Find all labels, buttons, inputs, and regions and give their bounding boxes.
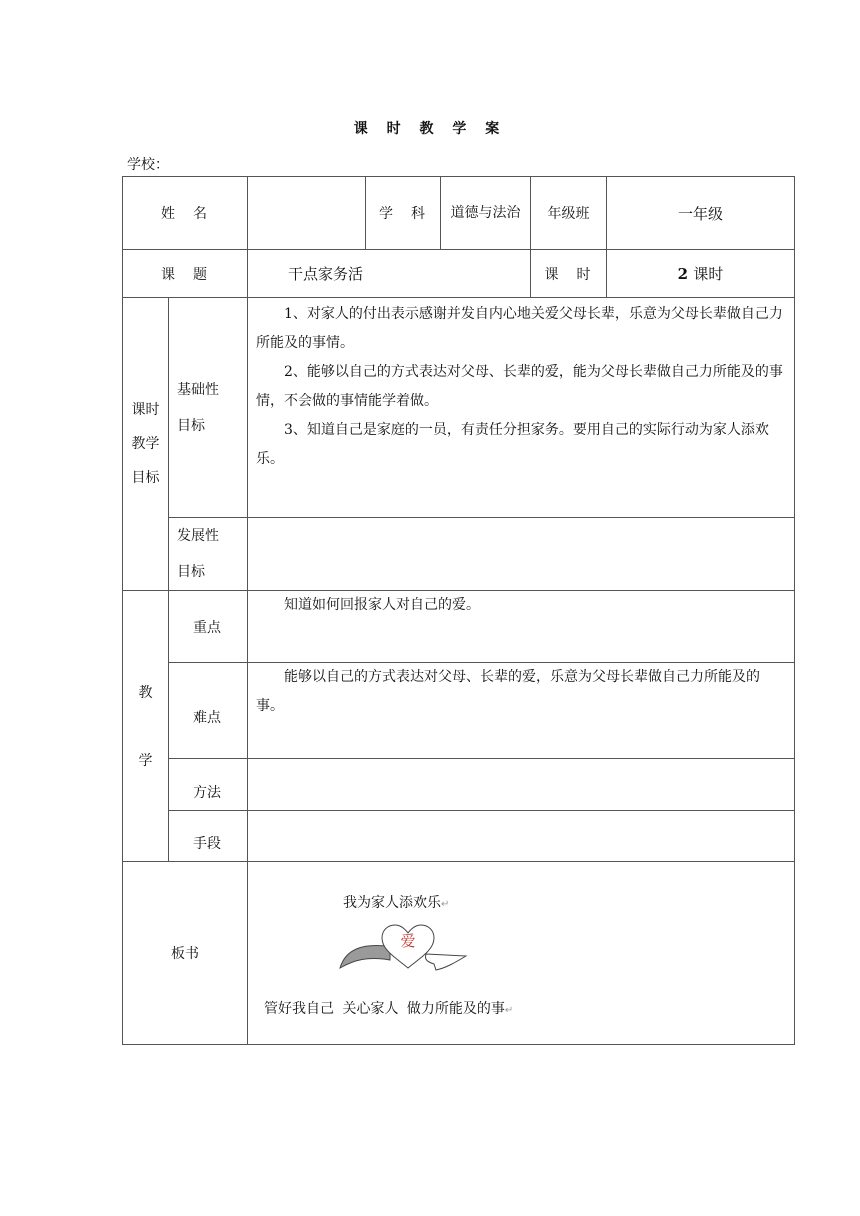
basic-goals-content <box>248 298 795 518</box>
basic-goals-label <box>169 298 248 518</box>
topic-value: 干点家务活 <box>248 250 531 298</box>
row-develop-goals <box>123 518 795 591</box>
paragraph-mark-icon: ↵ <box>504 1005 514 1016</box>
develop-goals-content <box>248 518 795 591</box>
row-basic-info <box>123 177 795 250</box>
board-label: 板书 <box>123 862 248 1045</box>
develop-goals-text: 发展性目标 <box>177 528 219 580</box>
board-title <box>343 892 449 912</box>
hours-label: 课 时 <box>531 250 607 298</box>
method-label: 方法 <box>169 759 248 811</box>
grade-value: 一年级 <box>607 177 795 250</box>
love-heart-diagram <box>338 924 478 974</box>
school-label: 学校： <box>127 157 169 173</box>
left-arrow-shape <box>340 942 390 968</box>
name-label: 姓 名 <box>123 177 248 250</box>
method-content <box>248 759 795 811</box>
difficult-point-label: 难点 <box>169 663 248 759</box>
board-bottom-line <box>264 998 513 1018</box>
hours-unit: 课时 <box>693 265 724 283</box>
row-means <box>123 811 795 862</box>
row-key-point <box>123 591 795 663</box>
row-board <box>123 862 795 1045</box>
subject-value: 道德与法治 <box>441 177 531 250</box>
hours-number: 2 <box>677 265 689 283</box>
basic-goal-item: 2、能够以自己的方式表达对父母、长辈的爱，能为父母长辈做自己力所能及的事情，不会做的事情能学着做。 <box>256 364 783 409</box>
key-point-label: 重点 <box>169 591 248 663</box>
means-label: 手段 <box>169 811 248 862</box>
board-content <box>248 862 795 1045</box>
row-topic <box>123 250 795 298</box>
right-arrow-shape <box>425 954 466 970</box>
lesson-plan-table <box>122 176 795 1045</box>
subject-label: 学 科 <box>366 177 441 250</box>
row-basic-goals <box>123 298 795 518</box>
topic-label: 课 题 <box>123 250 248 298</box>
basic-goal-item: 3、知道自己是家庭的一员，有责任分担家务。要用自己的实际行动为家人添欢乐。 <box>256 422 769 467</box>
teaching-label-2: 学 <box>138 753 153 769</box>
board-bottom-text: 管好我自己 关心家人 做力所能及的事 <box>264 1001 505 1017</box>
develop-goals-label <box>169 518 248 591</box>
key-point-text: 知道如何回报家人对自己的爱。 <box>284 597 480 613</box>
grade-label: 年级班 <box>531 177 607 250</box>
means-content <box>248 811 795 862</box>
heart-text: 爱 <box>400 932 416 950</box>
row-method <box>123 759 795 811</box>
goals-section-label <box>123 298 169 591</box>
difficult-point-text: 能够以自己的方式表达对父母、长辈的爱，乐意为父母长辈做自己力所能及的事。 <box>256 669 760 714</box>
teaching-label-1: 教 <box>138 685 153 701</box>
row-difficult-point <box>123 663 795 759</box>
basic-goals-text: 基础性目标 <box>177 381 219 434</box>
basic-goal-item: 1、对家人的付出表示感谢并发自内心地关爱父母长辈，乐意为父母长辈做自己力所能及的事情。 <box>256 306 783 351</box>
name-value <box>248 177 366 250</box>
goals-section-text: 课时教学目标 <box>131 402 160 486</box>
teaching-section-label <box>123 591 169 862</box>
difficult-point-content <box>248 663 795 759</box>
hours-value <box>607 250 795 298</box>
key-point-content <box>248 591 795 663</box>
document-title: 课 时 教 学 案 <box>353 121 507 137</box>
paragraph-mark-icon: ↵ <box>441 899 450 910</box>
board-title-text: 我为家人添欢乐 <box>343 895 441 911</box>
